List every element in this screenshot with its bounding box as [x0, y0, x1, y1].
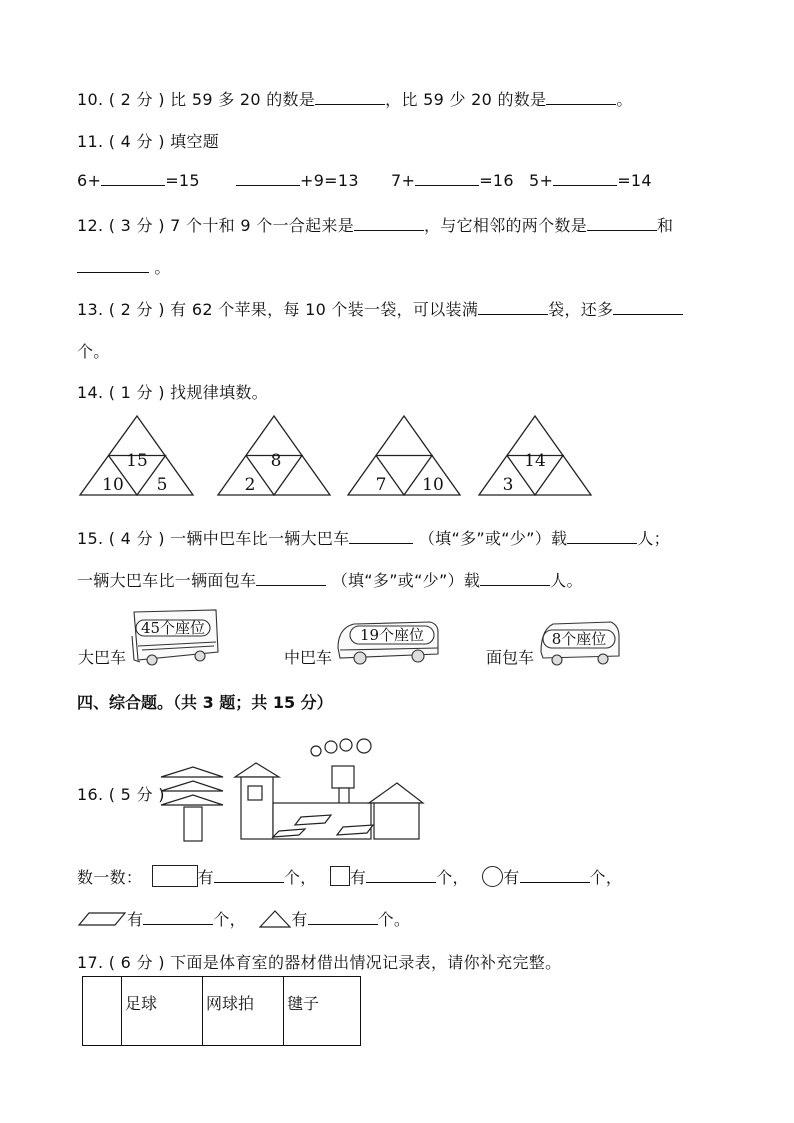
- q-score: ( 4 分 ): [108, 529, 165, 548]
- van-icon: [537, 618, 623, 668]
- answer-blank[interactable]: [478, 300, 548, 315]
- q-text: 找规律填数。: [170, 383, 268, 402]
- parallelogram-icon: [77, 911, 127, 927]
- q-text: 一辆大巴车比一辆面包车: [77, 571, 257, 590]
- pattern-triangles: [0, 410, 794, 505]
- rectangle-icon: [152, 865, 198, 887]
- q-score: ( 1 分 ): [108, 383, 165, 402]
- q-text: ，与它相邻的两个数是: [424, 216, 588, 235]
- answer-blank[interactable]: [546, 90, 616, 105]
- q-text: 有: [127, 910, 144, 929]
- answer-blank[interactable]: [553, 171, 617, 186]
- q-text: 和: [657, 216, 674, 235]
- vehicle-label-bus: 大巴车: [78, 648, 127, 667]
- q-number: 16.: [77, 785, 104, 804]
- circle-icon: [482, 866, 503, 887]
- q-text: （填“多”或“少”）载: [331, 571, 481, 590]
- minibus-icon: [334, 618, 440, 668]
- minibus-seats: 19个座位: [359, 626, 425, 644]
- count-line-2: [77, 907, 410, 930]
- section-heading: 四、综合题。（共 3 题；共 15 分）: [77, 693, 333, 712]
- bus-seats: 45个座位: [140, 619, 206, 637]
- q-number: 14.: [77, 383, 104, 402]
- vehicle-label-van: 面包车: [486, 648, 535, 667]
- answer-blank[interactable]: [143, 910, 213, 925]
- q-score: ( 2 分 ): [108, 90, 165, 109]
- equation-3: [391, 171, 514, 190]
- answer-blank[interactable]: [520, 868, 590, 883]
- q-text: 袋，还多: [548, 300, 614, 319]
- q-text: 个，: [283, 868, 317, 887]
- shape-picture: [155, 735, 435, 845]
- equation-1: [77, 171, 200, 190]
- q-text: 填空题: [170, 132, 220, 151]
- q-score: ( 2 分 ): [108, 300, 165, 319]
- question-13: [77, 297, 683, 320]
- q-text: 人；: [637, 529, 670, 548]
- eq-text: =16: [479, 171, 514, 190]
- tri-number: 10: [422, 475, 444, 495]
- q-text: 个，: [213, 910, 246, 929]
- q-text: 比 59 多 20 的数是: [170, 90, 316, 109]
- answer-blank[interactable]: [77, 258, 149, 273]
- q-text: 个，: [436, 868, 469, 887]
- eq-text: 6+: [77, 171, 102, 190]
- tri-number: 14: [524, 451, 546, 471]
- triangle-icon: [259, 910, 291, 928]
- q-number: 10.: [77, 90, 104, 109]
- question-12-cont: [77, 255, 171, 278]
- question-12: [77, 213, 673, 236]
- van-seats: 8个座位: [551, 630, 607, 648]
- q-text: 个，: [589, 868, 623, 887]
- answer-blank[interactable]: [567, 529, 637, 544]
- table-header-cell: 网球拍: [203, 977, 284, 1046]
- answer-blank[interactable]: [366, 868, 436, 883]
- tri-number: 3: [502, 475, 514, 495]
- q-text: 个。: [77, 342, 110, 361]
- answer-blank[interactable]: [236, 171, 300, 186]
- tri-number: 5: [156, 475, 168, 495]
- tri-number: 10: [102, 475, 124, 495]
- answer-blank[interactable]: [101, 171, 165, 186]
- vehicle-label-minibus: 中巴车: [284, 648, 333, 667]
- answer-blank[interactable]: [613, 300, 683, 315]
- question-17: [77, 950, 561, 973]
- q-number: 13.: [77, 300, 104, 319]
- count-line-1: [77, 865, 622, 888]
- q-text: 。: [616, 90, 633, 109]
- table-header-cell: [83, 977, 122, 1046]
- question-15: [77, 526, 670, 549]
- question-14: [77, 380, 268, 403]
- eq-text: =15: [165, 171, 200, 190]
- q-text: 有: [503, 868, 520, 887]
- q-text: 有: [291, 910, 308, 929]
- q-number: 17.: [77, 953, 104, 972]
- count-label: 数一数：: [77, 868, 143, 887]
- q-number: 15.: [77, 529, 104, 548]
- answer-blank[interactable]: [480, 571, 550, 586]
- answer-blank[interactable]: [256, 571, 326, 586]
- answer-blank[interactable]: [587, 216, 657, 231]
- q-score: ( 5 分 ): [108, 785, 165, 804]
- q-text: 个。: [377, 910, 411, 929]
- equation-4: [529, 171, 652, 190]
- eq-text: 5+: [529, 171, 554, 190]
- tri-number: 7: [375, 475, 387, 495]
- eq-text: +9=13: [300, 171, 359, 190]
- tri-number: 15: [126, 451, 148, 471]
- eq-text: =14: [617, 171, 652, 190]
- table-header-cell: 毽子: [284, 977, 361, 1046]
- q-score: ( 4 分 ): [108, 132, 165, 151]
- q-text: ，比 59 少 20 的数是: [385, 90, 547, 109]
- table-row: [83, 977, 361, 1046]
- answer-blank[interactable]: [354, 216, 424, 231]
- question-13-cont: [77, 339, 110, 362]
- q-text: 人。: [550, 571, 583, 590]
- q-text: 一辆中巴车比一辆大巴车: [170, 529, 350, 548]
- q-score: ( 6 分 ): [108, 953, 165, 972]
- q-number: 11.: [77, 132, 104, 151]
- q-text: 有 62 个苹果，每 10 个装一袋，可以装满: [170, 300, 479, 319]
- question-11: [77, 129, 219, 152]
- square-icon: [330, 866, 350, 886]
- q-text: 下面是体育室的器材借出情况记录表，请你补充完整。: [170, 953, 562, 972]
- table-header-cell: 足球: [122, 977, 203, 1046]
- q-text: （填“多”或“少”）载: [418, 529, 568, 548]
- q-text: 有: [349, 868, 367, 887]
- q-text: 。: [154, 258, 171, 277]
- q-text: 7 个十和 9 个一合起来是: [170, 216, 354, 235]
- eq-text: 7+: [391, 171, 416, 190]
- equation-2: [236, 171, 359, 190]
- tri-number: 2: [244, 475, 256, 495]
- question-10: [77, 87, 633, 110]
- answer-blank[interactable]: [315, 90, 385, 105]
- answer-blank[interactable]: [349, 529, 413, 544]
- answer-blank[interactable]: [415, 171, 479, 186]
- q-score: ( 3 分 ): [108, 216, 165, 235]
- question-15-cont: [77, 568, 583, 591]
- answer-blank[interactable]: [214, 868, 284, 883]
- q-text: 有: [197, 868, 214, 887]
- equipment-record-table: [82, 976, 361, 1046]
- bus-icon: [128, 606, 220, 668]
- question-16: [77, 782, 165, 805]
- q-number: 12.: [77, 216, 104, 235]
- answer-blank[interactable]: [308, 910, 378, 925]
- tri-number: 8: [270, 451, 282, 471]
